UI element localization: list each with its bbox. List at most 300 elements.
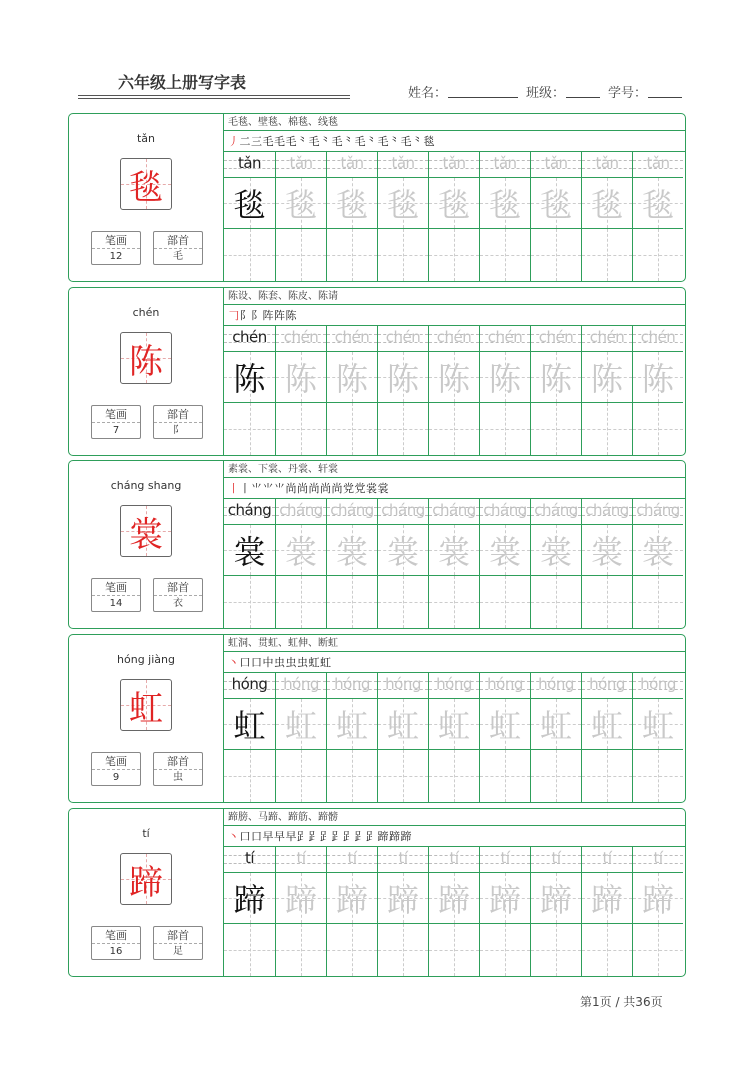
radical-label: 部首: [154, 406, 202, 423]
char-practice-cell[interactable]: [530, 873, 581, 924]
char-trace: 蹄: [539, 881, 572, 919]
pinyin-trace: cháng: [636, 501, 680, 519]
stroke-order: [224, 305, 685, 326]
stroke-step: 三: [251, 135, 263, 148]
stroke-step: 毛⺀: [331, 135, 355, 148]
char-trace: 裳: [437, 533, 470, 571]
pinyin-trace: hóng: [487, 675, 523, 693]
char-trace: 毯: [335, 186, 368, 224]
pinyin-practice-cell[interactable]: [530, 152, 581, 178]
empty-practice-cell[interactable]: [530, 924, 581, 976]
char-trace: 毯: [437, 186, 470, 224]
char-trace: 虹: [284, 707, 317, 745]
stroke-step: ⺌: [274, 482, 286, 495]
empty-practice-cell[interactable]: [224, 750, 275, 802]
char-trace: 陈: [284, 360, 317, 398]
char-practice-cell[interactable]: [632, 873, 683, 924]
char-practice-cell[interactable]: [581, 699, 632, 750]
empty-practice-cell[interactable]: [581, 924, 632, 976]
char-practice-cell[interactable]: [275, 873, 326, 924]
example-words: 虹洞、贯虹、虹伸、断虹: [224, 635, 685, 652]
pinyin-trace: hóng: [436, 675, 472, 693]
pinyin-practice-cell[interactable]: [275, 326, 326, 352]
char-trace: 虹: [539, 707, 572, 745]
char-practice-cell[interactable]: [428, 699, 479, 750]
char-practice-cell[interactable]: [581, 525, 632, 576]
pinyin-trace: hóng: [334, 675, 370, 693]
radical-label: 部首: [154, 753, 202, 770]
empty-practice-cell[interactable]: [479, 924, 530, 976]
char-practice-cell[interactable]: [326, 699, 377, 750]
pinyin-practice-cell[interactable]: [326, 499, 377, 525]
char-trace: 虹: [335, 707, 368, 745]
stroke-count-box: [91, 578, 141, 612]
stroke-step: 蹄: [377, 830, 389, 843]
pinyin-trace: chén: [589, 328, 625, 346]
pinyin-practice-cell[interactable]: [581, 326, 632, 352]
stroke-step: 裳: [366, 482, 378, 495]
pinyin-trace: chén: [385, 328, 421, 346]
pinyin-practice-cell[interactable]: [530, 673, 581, 699]
character-pinyin: cháng shang: [110, 479, 182, 492]
stroke-count-value: 7: [112, 425, 120, 436]
char-practice-cell[interactable]: [530, 525, 581, 576]
stroke-step: 阝: [251, 309, 263, 322]
character-card: [68, 460, 686, 629]
empty-practice-cell[interactable]: [326, 924, 377, 976]
radical-label: 部首: [154, 579, 202, 596]
empty-practice-cell[interactable]: [479, 229, 530, 281]
pinyin-trace: chén: [487, 328, 523, 346]
pinyin-practice-cell[interactable]: [377, 326, 428, 352]
empty-practice-cell[interactable]: [428, 229, 479, 281]
stroke-step: 丶: [228, 830, 240, 843]
pinyin-trace: hóng: [538, 675, 574, 693]
pinyin-trace: tǎn: [391, 154, 415, 172]
char-practice-cell[interactable]: [377, 352, 428, 403]
char-trace: 虹: [233, 707, 266, 745]
radical-value: 足: [173, 946, 183, 957]
id-field[interactable]: [648, 97, 682, 98]
radical-value: 衣: [173, 598, 183, 609]
char-practice-cell[interactable]: [428, 525, 479, 576]
pinyin-practice-cell[interactable]: [377, 673, 428, 699]
class-field[interactable]: [566, 97, 600, 98]
char-trace: 毯: [539, 186, 572, 224]
empty-practice-cell[interactable]: [377, 576, 428, 628]
char-practice-cell[interactable]: [479, 699, 530, 750]
char-practice-cell[interactable]: [275, 352, 326, 403]
empty-practice-cell[interactable]: [632, 229, 683, 281]
stroke-step: 口: [239, 830, 251, 843]
pinyin-practice-cell[interactable]: [224, 673, 275, 699]
stroke-step: ⺌: [262, 482, 274, 495]
radical-box: [153, 578, 203, 612]
char-trace: 裳: [590, 533, 623, 571]
pinyin-practice-cell[interactable]: [224, 326, 275, 352]
char-trace: 虹: [488, 707, 521, 745]
class-label: 班级：: [526, 86, 566, 101]
empty-practice-cell[interactable]: [377, 924, 428, 976]
empty-practice-cell[interactable]: [530, 403, 581, 455]
pinyin-practice-cell[interactable]: [530, 499, 581, 525]
char-practice-cell[interactable]: [377, 178, 428, 229]
pinyin-practice-cell[interactable]: [224, 152, 275, 178]
stroke-step: 尚: [320, 482, 332, 495]
stroke-step: 𧾷: [354, 830, 366, 843]
pinyin-trace: chén: [283, 328, 319, 346]
char-trace: 陈: [641, 360, 674, 398]
empty-practice-cell[interactable]: [377, 750, 428, 802]
pinyin-practice-cell[interactable]: [428, 499, 479, 525]
name-label: 姓名：: [408, 86, 448, 101]
empty-practice-cell[interactable]: [326, 750, 377, 802]
pinyin-practice-cell[interactable]: [632, 673, 683, 699]
pinyin-trace: hóng: [640, 675, 676, 693]
char-trace: 毯: [641, 186, 674, 224]
char-trace: 毯: [386, 186, 419, 224]
stroke-step: 尚: [297, 482, 309, 495]
pinyin-practice-cell[interactable]: [326, 152, 377, 178]
char-practice-cell[interactable]: [530, 178, 581, 229]
stroke-step: 中: [262, 656, 274, 669]
pinyin-practice-cell[interactable]: [479, 847, 530, 873]
stroke-step: 丶: [228, 656, 240, 669]
empty-practice-cell[interactable]: [275, 576, 326, 628]
pinyin-practice-cell[interactable]: [275, 499, 326, 525]
pinyin-trace: tí: [500, 849, 510, 867]
char-practice-cell[interactable]: [428, 873, 479, 924]
stroke-step: 口: [239, 656, 251, 669]
pinyin-practice-cell[interactable]: [428, 673, 479, 699]
empty-practice-cell[interactable]: [224, 924, 275, 976]
empty-practice-cell[interactable]: [428, 403, 479, 455]
stroke-step: 尚: [331, 482, 343, 495]
char-practice-cell[interactable]: [224, 525, 275, 576]
pinyin-practice-cell[interactable]: [581, 673, 632, 699]
character-card: [68, 287, 686, 456]
pinyin-trace: hóng: [283, 675, 319, 693]
char-trace: 蹄: [590, 881, 623, 919]
char-practice-cell[interactable]: [632, 525, 683, 576]
pinyin-trace: tǎn: [595, 154, 619, 172]
empty-practice-cell[interactable]: [224, 403, 275, 455]
page-title: 六年级上册写字表: [118, 73, 247, 92]
stroke-count-box: [91, 231, 141, 265]
pinyin-trace: cháng: [381, 501, 425, 519]
char-practice-cell[interactable]: [326, 352, 377, 403]
pinyin-practice-cell[interactable]: [428, 152, 479, 178]
empty-practice-cell[interactable]: [581, 229, 632, 281]
stroke-order: [224, 478, 685, 499]
empty-practice-cell[interactable]: [530, 229, 581, 281]
pinyin-practice-cell[interactable]: [224, 499, 275, 525]
stroke-step: 虫: [285, 656, 297, 669]
character-box: [120, 679, 172, 731]
stroke-step: 𧾷: [331, 830, 343, 843]
char-trace: 蹄: [488, 881, 521, 919]
char-practice-cell[interactable]: [326, 178, 377, 229]
char-practice-cell[interactable]: [581, 178, 632, 229]
pinyin-practice-cell[interactable]: [428, 326, 479, 352]
pinyin-practice-cell[interactable]: [275, 152, 326, 178]
pinyin-trace: tǎn: [493, 154, 517, 172]
empty-practice-cell[interactable]: [632, 750, 683, 802]
char-practice-cell[interactable]: [326, 873, 377, 924]
pinyin-practice-cell[interactable]: [632, 326, 683, 352]
practice-grid: [223, 635, 685, 802]
empty-practice-cell[interactable]: [275, 924, 326, 976]
stroke-step: 裳: [377, 482, 389, 495]
empty-practice-cell[interactable]: [530, 750, 581, 802]
char-practice-cell[interactable]: [479, 178, 530, 229]
empty-practice-cell[interactable]: [428, 750, 479, 802]
char-trace: 裳: [284, 533, 317, 571]
char-practice-cell[interactable]: [581, 873, 632, 924]
pinyin-practice-cell[interactable]: [479, 326, 530, 352]
stroke-count-box: [91, 752, 141, 786]
empty-practice-cell[interactable]: [377, 229, 428, 281]
empty-practice-cell[interactable]: [581, 750, 632, 802]
stroke-step: 𧾷: [297, 830, 309, 843]
empty-practice-cell[interactable]: [224, 229, 275, 281]
pinyin-trace: tí: [244, 849, 255, 867]
stroke-step: 早: [274, 830, 286, 843]
stroke-step: 𧾷: [320, 830, 332, 843]
stroke-step: 毛⺀: [400, 135, 424, 148]
char-practice-cell[interactable]: [428, 352, 479, 403]
stroke-step: 口: [251, 830, 263, 843]
stroke-count-label: 笔画: [92, 927, 140, 944]
char-practice-cell[interactable]: [224, 873, 275, 924]
stroke-step: 毯: [423, 135, 435, 148]
pinyin-trace: hóng: [385, 675, 421, 693]
character-pinyin: hóng jiàng: [117, 653, 175, 666]
pinyin-trace: tǎn: [237, 154, 262, 172]
char-practice-cell[interactable]: [377, 873, 428, 924]
char-practice-cell[interactable]: [377, 699, 428, 750]
char-trace: 毯: [284, 186, 317, 224]
pinyin-practice-cell[interactable]: [632, 499, 683, 525]
character-info-panel: [69, 809, 223, 976]
char-trace: 陈: [386, 360, 419, 398]
character-info-panel: [69, 635, 223, 802]
char-practice-cell[interactable]: [632, 699, 683, 750]
pinyin-trace: tí: [653, 849, 663, 867]
pinyin-practice-cell[interactable]: [479, 152, 530, 178]
empty-practice-cell[interactable]: [530, 576, 581, 628]
pinyin-practice-cell[interactable]: [479, 673, 530, 699]
empty-practice-cell[interactable]: [632, 403, 683, 455]
pinyin-practice-cell[interactable]: [377, 499, 428, 525]
empty-practice-cell[interactable]: [326, 229, 377, 281]
pinyin-trace: chén: [436, 328, 472, 346]
empty-practice-cell[interactable]: [479, 576, 530, 628]
pinyin-practice-cell[interactable]: [479, 499, 530, 525]
pinyin-practice-cell[interactable]: [224, 847, 275, 873]
radical-value: 阝: [173, 425, 183, 436]
pinyin-practice-cell[interactable]: [581, 152, 632, 178]
char-practice-cell[interactable]: [428, 178, 479, 229]
empty-practice-cell[interactable]: [581, 576, 632, 628]
stroke-step: 毛: [274, 135, 286, 148]
pinyin-trace: chén: [640, 328, 676, 346]
pinyin-practice-cell[interactable]: [581, 847, 632, 873]
pinyin-trace: tí: [449, 849, 459, 867]
char-trace: 蹄: [233, 881, 266, 919]
stroke-step: 阵: [262, 309, 274, 322]
example-words: 陈设、陈套、陈皮、陈请: [224, 288, 685, 305]
char-practice-cell[interactable]: [479, 873, 530, 924]
char-trace: 虹: [590, 707, 623, 745]
stroke-step: 毛⺀: [354, 135, 378, 148]
stroke-count-box: [91, 405, 141, 439]
pinyin-trace: tǎn: [544, 154, 568, 172]
pinyin-trace: tí: [551, 849, 561, 867]
stroke-count-label: 笔画: [92, 232, 140, 249]
radical-box: [153, 231, 203, 265]
empty-practice-cell[interactable]: [275, 229, 326, 281]
stroke-step: 虫: [297, 656, 309, 669]
example-words: 素裳、下裳、丹裳、轩裳: [224, 461, 685, 478]
char-practice-cell[interactable]: [530, 352, 581, 403]
pinyin-practice-cell[interactable]: [632, 847, 683, 873]
pinyin-practice-cell[interactable]: [581, 499, 632, 525]
character-glyph: 裳: [129, 514, 163, 555]
pinyin-practice-cell[interactable]: [326, 847, 377, 873]
char-trace: 陈: [233, 360, 266, 398]
empty-practice-cell[interactable]: [326, 403, 377, 455]
pinyin-practice-cell[interactable]: [377, 152, 428, 178]
pinyin-trace: hóng: [231, 675, 268, 693]
char-practice-cell[interactable]: [632, 352, 683, 403]
char-trace: 毯: [590, 186, 623, 224]
pinyin-trace: tí: [398, 849, 408, 867]
char-trace: 蹄: [284, 881, 317, 919]
char-trace: 陈: [437, 360, 470, 398]
name-field[interactable]: [448, 97, 518, 98]
empty-practice-cell[interactable]: [632, 576, 683, 628]
stroke-step: 蹄: [400, 830, 412, 843]
empty-practice-cell[interactable]: [326, 576, 377, 628]
stroke-step: 丿: [228, 135, 240, 148]
pinyin-trace: tǎn: [442, 154, 466, 172]
char-practice-cell[interactable]: [224, 352, 275, 403]
char-practice-cell[interactable]: [224, 699, 275, 750]
pinyin-practice-cell[interactable]: [428, 847, 479, 873]
pinyin-trace: tǎn: [289, 154, 313, 172]
char-trace: 蹄: [386, 881, 419, 919]
stroke-step: 口: [251, 656, 263, 669]
pinyin-trace: cháng: [483, 501, 527, 519]
pinyin-practice-cell[interactable]: [377, 847, 428, 873]
stroke-order: [224, 131, 685, 152]
pinyin-practice-cell[interactable]: [530, 847, 581, 873]
character-pinyin: tǎn: [136, 132, 156, 145]
char-trace: 裳: [539, 533, 572, 571]
character-box: [120, 505, 172, 557]
pinyin-trace: tǎn: [340, 154, 364, 172]
empty-practice-cell[interactable]: [428, 576, 479, 628]
char-practice-cell[interactable]: [479, 525, 530, 576]
practice-grid: [223, 461, 685, 628]
title-underline-2: [78, 98, 350, 99]
empty-practice-cell[interactable]: [479, 750, 530, 802]
char-practice-cell[interactable]: [275, 178, 326, 229]
empty-practice-cell[interactable]: [581, 403, 632, 455]
character-glyph: 蹄: [129, 862, 163, 903]
char-practice-cell[interactable]: [275, 525, 326, 576]
empty-practice-cell[interactable]: [275, 403, 326, 455]
empty-practice-cell[interactable]: [224, 576, 275, 628]
char-practice-cell[interactable]: [479, 352, 530, 403]
empty-practice-cell[interactable]: [377, 403, 428, 455]
pinyin-trace: tí: [602, 849, 612, 867]
character-pinyin: tí: [142, 827, 150, 840]
stroke-step: 党: [343, 482, 355, 495]
id-label: 学号：: [608, 86, 648, 101]
stroke-order: [224, 652, 685, 673]
pinyin-practice-cell[interactable]: [530, 326, 581, 352]
pinyin-practice-cell[interactable]: [326, 673, 377, 699]
char-practice-cell[interactable]: [326, 525, 377, 576]
char-practice-cell[interactable]: [377, 525, 428, 576]
radical-box: [153, 752, 203, 786]
char-trace: 毯: [233, 186, 266, 224]
empty-practice-cell[interactable]: [275, 750, 326, 802]
character-box: [120, 332, 172, 384]
stroke-step: 早: [262, 830, 274, 843]
pinyin-practice-cell[interactable]: [275, 673, 326, 699]
practice-grid: [223, 809, 685, 976]
char-trace: 毯: [488, 186, 521, 224]
char-practice-cell[interactable]: [632, 178, 683, 229]
stroke-step: 蹄: [389, 830, 401, 843]
pinyin-practice-cell[interactable]: [326, 326, 377, 352]
stroke-step: 尚: [308, 482, 320, 495]
pinyin-practice-cell[interactable]: [275, 847, 326, 873]
pinyin-trace: chén: [538, 328, 574, 346]
character-card: [68, 634, 686, 803]
char-practice-cell[interactable]: [581, 352, 632, 403]
empty-practice-cell[interactable]: [428, 924, 479, 976]
character-glyph: 毯: [129, 167, 163, 208]
char-practice-cell[interactable]: [224, 178, 275, 229]
stroke-step: 党: [354, 482, 366, 495]
pinyin-trace: cháng: [534, 501, 578, 519]
pinyin-trace: cháng: [330, 501, 374, 519]
char-trace: 虹: [386, 707, 419, 745]
example-words: 蹄膀、马蹄、蹄筋、蹄髈: [224, 809, 685, 826]
radical-value: 虫: [173, 772, 183, 783]
pinyin-trace: cháng: [227, 501, 272, 519]
char-trace: 裳: [335, 533, 368, 571]
empty-practice-cell[interactable]: [479, 403, 530, 455]
char-practice-cell[interactable]: [530, 699, 581, 750]
char-trace: 虹: [437, 707, 470, 745]
pinyin-trace: tǎn: [646, 154, 670, 172]
char-practice-cell[interactable]: [275, 699, 326, 750]
practice-grid: [223, 114, 685, 281]
char-trace: 陈: [590, 360, 623, 398]
stroke-step: ⺌: [251, 482, 263, 495]
stroke-count-value: 16: [109, 946, 123, 957]
char-trace: 虹: [641, 707, 674, 745]
empty-practice-cell[interactable]: [632, 924, 683, 976]
stroke-step: 毛⺀: [308, 135, 332, 148]
pinyin-practice-cell[interactable]: [632, 152, 683, 178]
stroke-step: 虫: [274, 656, 286, 669]
